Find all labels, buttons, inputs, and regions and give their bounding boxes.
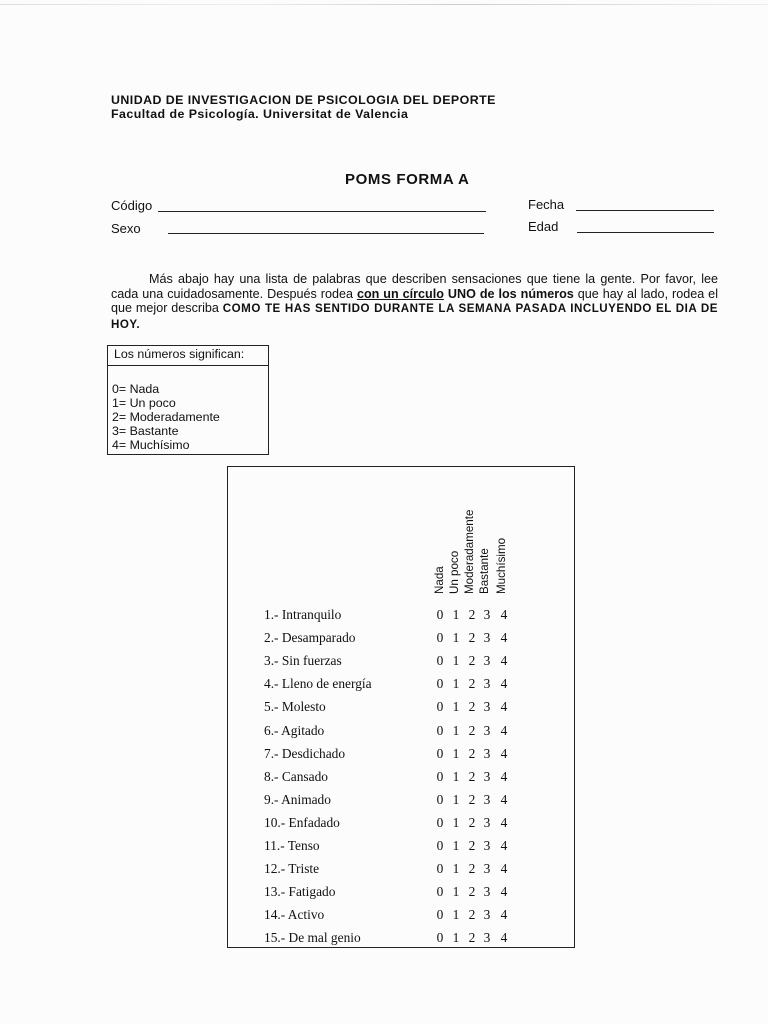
item-label: 8.- Cansado [264, 768, 328, 784]
rating-option-1[interactable]: 1 [452, 607, 460, 622]
rating-option-1[interactable]: 1 [452, 838, 460, 853]
scan-edge-line [0, 4, 768, 5]
header-line-2: Facultad de Psicología. Universitat de Valencia [111, 107, 409, 121]
rating-option-4[interactable]: 4 [500, 791, 508, 807]
edad-input-line[interactable] [577, 232, 714, 233]
item-label: 6.- Agitado [264, 722, 325, 738]
rating-option-1[interactable]: 1 [452, 907, 460, 923]
sexo-input-line[interactable] [168, 233, 484, 234]
table-row [228, 792, 576, 815]
instructions-paragraph [111, 272, 718, 332]
rating-option-0[interactable]: 0 [436, 745, 444, 761]
fecha-input-line[interactable] [576, 210, 714, 211]
rating-option-0[interactable]: 0 [436, 768, 444, 784]
form-title: POMS FORMA A [345, 171, 470, 188]
table-row [228, 769, 576, 792]
table-row [228, 930, 576, 953]
rating-option-4[interactable]: 4 [500, 745, 508, 761]
rating-option-2[interactable]: 2 [468, 676, 476, 692]
item-label: 14.- Activo [264, 907, 325, 923]
rating-option-2[interactable]: 2 [468, 791, 476, 807]
rating-option-4[interactable]: 4 [500, 722, 508, 738]
rating-option-4[interactable]: 4 [500, 699, 508, 715]
edad-label: Edad [528, 219, 559, 234]
rating-option-4[interactable]: 4 [500, 676, 508, 692]
scale-header-1: Un poco [448, 550, 461, 594]
rating-option-4[interactable]: 4 [500, 768, 508, 784]
table-row [228, 815, 576, 838]
item-label: 5.- Molesto [264, 699, 326, 715]
legend-item: 4= Muchísimo [112, 438, 190, 452]
table-row [228, 607, 576, 630]
rating-option-3[interactable]: 3 [483, 745, 491, 761]
legend-item: 2= Moderadamente [112, 410, 220, 424]
rating-option-2[interactable]: 2 [468, 630, 476, 646]
rating-option-3[interactable]: 3 [483, 722, 491, 738]
item-label: 9.- Animado [264, 791, 331, 807]
rating-option-1[interactable]: 1 [452, 745, 460, 761]
rating-option-1[interactable]: 1 [452, 791, 460, 807]
rating-option-0[interactable]: 0 [436, 630, 444, 646]
item-label: 10.- Enfadado [264, 814, 340, 830]
rating-option-2[interactable]: 2 [468, 930, 476, 946]
rating-option-2[interactable]: 2 [468, 861, 476, 877]
legend-box [107, 345, 269, 455]
rating-option-3[interactable]: 3 [483, 630, 491, 646]
rating-option-2[interactable]: 2 [468, 722, 476, 738]
rating-option-4[interactable]: 4 [500, 814, 508, 830]
scale-header-2: Moderadamente [463, 509, 476, 594]
rating-option-2[interactable]: 2 [468, 814, 476, 830]
rating-option-3[interactable]: 3 [483, 907, 491, 923]
legend-heading: Los números significan: [108, 346, 268, 366]
item-label: 7.- Desdichado [264, 745, 346, 761]
instructions-text-1: Más abajo hay una lista de palabras que describen sensaciones que tiene la gente. Por favor, lee cada una cuidadosamente. Después rodea [111, 272, 718, 301]
fecha-label: Fecha [528, 197, 565, 212]
sexo-label: Sexo [111, 221, 141, 236]
item-label: 3.- Sin fuerzas [264, 653, 342, 669]
scale-header-3: Bastante [478, 548, 491, 594]
item-label: 12.- Triste [264, 861, 320, 877]
rating-option-0[interactable]: 0 [436, 699, 444, 715]
legend-item: 3= Bastante [112, 424, 179, 438]
rating-option-4[interactable]: 4 [500, 884, 508, 900]
rating-option-3[interactable]: 3 [483, 838, 491, 853]
item-label: 13.- Fatigado [264, 884, 336, 900]
rating-option-3[interactable]: 3 [483, 607, 491, 622]
item-label: 1.- Intranquilo [264, 607, 342, 622]
table-row [228, 838, 576, 861]
rating-option-3[interactable]: 3 [483, 768, 491, 784]
rating-option-0[interactable]: 0 [436, 884, 444, 900]
rating-option-1[interactable]: 1 [452, 722, 460, 738]
rating-option-1[interactable]: 1 [452, 884, 460, 900]
item-label: 11.- Tenso [264, 838, 320, 853]
rating-option-0[interactable]: 0 [436, 791, 444, 807]
item-label: 15.- De mal genio [264, 930, 361, 946]
rating-option-2[interactable]: 2 [468, 607, 476, 622]
rating-option-0[interactable]: 0 [436, 907, 444, 923]
instructions-text-2: que hay al lado, rodea el que mejor describa [111, 286, 718, 315]
table-row [228, 746, 576, 769]
codigo-label: Código [111, 198, 153, 213]
rating-option-0[interactable]: 0 [436, 676, 444, 692]
table-row [228, 653, 576, 676]
rating-option-0[interactable]: 0 [436, 722, 444, 738]
rating-option-4[interactable]: 4 [500, 630, 508, 646]
table-row [228, 884, 576, 907]
rating-option-4[interactable]: 4 [500, 861, 508, 877]
rating-option-2[interactable]: 2 [468, 653, 476, 669]
legend-item: 1= Un poco [112, 396, 176, 410]
rating-option-1[interactable]: 1 [452, 768, 460, 784]
table-row [228, 907, 576, 930]
institution-header [111, 93, 496, 121]
rating-option-0[interactable]: 0 [436, 861, 444, 877]
rating-option-3[interactable]: 3 [483, 861, 491, 877]
rating-option-0[interactable]: 0 [436, 653, 444, 669]
rating-option-3[interactable]: 3 [483, 930, 491, 946]
rating-option-0[interactable]: 0 [436, 930, 444, 946]
rating-option-1[interactable]: 1 [452, 699, 460, 715]
rating-option-1[interactable]: 1 [452, 861, 460, 877]
instructions-underlined: con un círculo [356, 286, 444, 301]
legend-items [112, 382, 220, 452]
item-label: 4.- Lleno de energía [264, 676, 372, 692]
rating-option-2[interactable]: 2 [468, 745, 476, 761]
scale-header-0: Nada [433, 566, 446, 594]
rating-option-3[interactable]: 3 [483, 699, 491, 715]
rating-option-1[interactable]: 1 [452, 630, 460, 646]
legend-item: 0= Nada [112, 382, 160, 396]
instructions-caps: COMO TE HAS SENTIDO DURANTE LA SEMANA PASADA INCLUYENDO EL DIA DE HOY. [111, 302, 718, 331]
rating-option-3[interactable]: 3 [483, 884, 491, 900]
rating-option-2[interactable]: 2 [468, 699, 476, 715]
rating-option-2[interactable]: 2 [468, 884, 476, 900]
rating-option-4[interactable]: 4 [500, 930, 508, 946]
header-line-1: UNIDAD DE INVESTIGACION DE PSICOLOGIA DEL DEPORTE [111, 93, 496, 107]
scale-column-headers [228, 467, 576, 607]
table-row [228, 676, 576, 699]
rating-option-2[interactable]: 2 [468, 838, 476, 853]
table-row [228, 861, 576, 884]
rating-option-4[interactable]: 4 [500, 607, 508, 622]
rating-option-0[interactable]: 0 [436, 838, 444, 853]
rating-option-3[interactable]: 3 [483, 814, 491, 830]
instructions-bold: UNO de los números [443, 286, 574, 301]
rating-option-4[interactable]: 4 [500, 907, 508, 923]
table-row [228, 630, 576, 653]
rating-option-2[interactable]: 2 [468, 768, 476, 784]
table-row [228, 723, 576, 746]
rating-option-0[interactable]: 0 [436, 814, 444, 830]
rating-option-1[interactable]: 1 [452, 930, 460, 946]
codigo-input-line[interactable] [158, 211, 486, 212]
rating-option-4[interactable]: 4 [500, 838, 508, 853]
rating-option-3[interactable]: 3 [483, 676, 491, 692]
item-label: 2.- Desamparado [264, 630, 356, 646]
rating-option-1[interactable]: 1 [452, 653, 460, 669]
rating-option-3[interactable]: 3 [483, 653, 491, 669]
table-row [228, 699, 576, 722]
rating-option-1[interactable]: 1 [452, 814, 460, 830]
rating-option-2[interactable]: 2 [468, 907, 476, 923]
rating-option-0[interactable]: 0 [436, 607, 444, 622]
scale-header-4: Muchísimo [495, 537, 508, 594]
rating-option-1[interactable]: 1 [452, 676, 460, 692]
rating-option-3[interactable]: 3 [483, 791, 491, 807]
rating-table [227, 466, 575, 948]
rating-option-4[interactable]: 4 [500, 653, 508, 669]
